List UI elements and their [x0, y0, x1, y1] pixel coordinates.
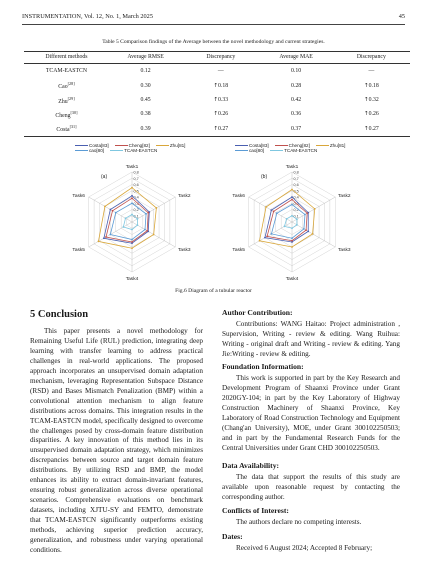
conflicts-text: The authors declare no competing interests. — [236, 518, 362, 526]
method-name: Costa — [56, 127, 70, 134]
up-arrow-icon: ↑ — [363, 111, 369, 118]
author-contribution-heading: Author Contribution: — [222, 308, 293, 317]
conclusion-heading: 5 Conclusion — [30, 309, 89, 320]
axis-label: Task2 — [178, 194, 191, 199]
rmse-discrepancy-cell — [182, 78, 259, 92]
rmse-cell-value: 0.38 — [140, 111, 151, 118]
column-header: Discrepancy — [182, 52, 259, 64]
axis-label: Task4 — [285, 277, 299, 282]
data-point — [131, 195, 133, 197]
data-point — [104, 205, 106, 207]
running-header — [22, 13, 405, 22]
rmse-discrepancy-cell-value: 0.26 — [218, 111, 229, 118]
mae-cell-value: 0.42 — [291, 96, 302, 103]
data-point — [131, 197, 133, 199]
data-point — [137, 224, 139, 226]
data-point — [306, 212, 308, 214]
page-number: 45 — [398, 13, 405, 20]
legend-label: TCAM-EASTCN — [284, 148, 318, 153]
citation-ref: [30] — [70, 109, 78, 115]
data-point — [131, 229, 133, 231]
data-point — [145, 213, 147, 215]
method-cell — [24, 122, 109, 137]
method-name: Cao — [58, 84, 68, 91]
up-arrow-icon: ↑ — [213, 125, 219, 132]
axis-label: Task6 — [232, 194, 245, 199]
data-point — [265, 206, 267, 208]
up-arrow-icon: ↑ — [363, 125, 369, 132]
conclusion-paragraph: This paper presents a novel methodology for Remaining Useful Life (RUL) prediction, integrating deep learning with transfer learning to address practical challenges in real-world applications. The proposed approach incorporates an unsupervised domain adaptation mechanism, leveraging Representation Subspace Distance (RSD) and Bases Mismatch Penalization (BMP) within a convolutional attention mechanism to align feature distributions across domains. This integration results in the TCAM-EASTCN model, specifically designed to overcome the challenges posed by cross-domain feature distribution disparities. A key innovation of this method lies in its unsupervised domain adaptation strategy, which minimizes discrepancies between source and target domain feature distributions. By utilizing RSD and BMP, the model enhances its ability to extract domain-invariant features, ensuring robust generalization across diverse operational scenarios. Comprehensive evaluations on benchmark datasets, including XJTU-SY and FEMTO, demonstrate that TCAM-EASTCN significantly outperforms existing methods, achieving superior prediction accuracy, generalization, and robustness under varying operational conditions. — [30, 327, 203, 554]
up-arrow-icon: ↑ — [213, 96, 219, 103]
citation-ref: [31] — [69, 124, 77, 130]
foundation-text: This work is supported in part by the Key Research and Development Program of Shaanxi Province under Grant 2020GY-104; in part by the Key Laboratory of Highway Construction Machinery of Shaanxi Province, Key Laboratory of Road Construction Technology and Equipment (Chang'an University), MOE, under Grant 300102250503; and in part by the Fundamental Research Funds for the Central Universities under Grant CHD 300102250503. — [222, 374, 400, 452]
table-header-row — [24, 52, 410, 64]
rmse-discrepancy-cell — [182, 122, 259, 137]
data-point — [103, 237, 105, 239]
tick-label: 0.3 — [133, 201, 139, 206]
column-header: Different methods — [24, 52, 109, 64]
rmse-cell-value: 0.45 — [140, 96, 151, 103]
tick-label: 0.5 — [293, 189, 299, 194]
rmse-discrepancy-cell-value: — — [217, 68, 224, 75]
journal-name: INSTRUMENTATION, Vol. 12, No. 1, March 2025 — [22, 13, 153, 20]
mae-discrepancy-cell-value: 0.18 — [368, 82, 379, 89]
axis-label: Task4 — [125, 277, 139, 282]
mae-discrepancy-cell-value: 0.26 — [368, 111, 379, 118]
axis-label: Task1 — [285, 165, 299, 170]
legend-label: cao[80] — [249, 148, 265, 153]
legend-item — [156, 143, 186, 148]
rmse-cell-value: 0.39 — [140, 125, 151, 132]
data-point — [153, 234, 155, 236]
table-row — [24, 78, 410, 92]
tick-label: 0.4 — [133, 195, 139, 200]
data-point — [291, 189, 293, 191]
citation-ref: [28] — [67, 81, 75, 87]
rmse-cell — [109, 122, 182, 137]
tick-label: 0.6 — [293, 183, 299, 187]
legend-swatch — [275, 145, 288, 146]
tick-label: 0.3 — [293, 201, 299, 206]
rmse-cell — [109, 78, 182, 92]
mae-cell — [259, 93, 332, 107]
data-availability-text: The data that support the results of this study are available upon reasonable request by contacting the corresponding author. — [222, 473, 400, 501]
legend-swatch — [110, 150, 123, 151]
data-point — [305, 229, 307, 231]
method-cell — [24, 107, 109, 121]
mae-cell — [259, 78, 332, 92]
method-name: Zhu — [58, 98, 68, 105]
table-row — [24, 107, 410, 121]
method-cell — [24, 93, 109, 107]
legend-label: Zhu[81] — [329, 143, 346, 148]
data-point — [314, 208, 316, 210]
axis-label: Task1 — [125, 165, 139, 170]
data-point — [105, 236, 107, 238]
mae-cell-value: 0.10 — [291, 68, 302, 75]
data-point — [115, 212, 117, 214]
data-point — [131, 214, 133, 216]
tick-label: 0.4 — [293, 195, 299, 200]
data-point — [271, 209, 273, 211]
legend-swatch — [75, 150, 88, 151]
legend-swatch — [156, 145, 169, 146]
data-point — [131, 247, 133, 249]
legend-item — [75, 148, 104, 153]
rmse-discrepancy-cell — [182, 107, 259, 121]
mae-discrepancy-cell — [333, 107, 410, 121]
data-point — [296, 224, 298, 226]
tick-label: 0.1 — [293, 214, 299, 219]
method-cell — [24, 78, 109, 92]
data-point — [291, 215, 293, 217]
mae-discrepancy-cell-value: 0.27 — [368, 125, 379, 132]
data-point — [312, 233, 314, 235]
legend-label: Zhu[81] — [169, 143, 186, 148]
data-point — [131, 239, 133, 241]
method-name: Cheng — [55, 112, 71, 119]
tick-label: 0.6 — [133, 183, 139, 187]
legend-label: Costa[83] — [89, 143, 109, 148]
rmse-discrepancy-cell-value: 0.33 — [218, 96, 229, 103]
legend-b — [235, 143, 351, 153]
data-point — [131, 202, 133, 204]
panel-label: (a) — [101, 174, 108, 180]
legend-label: Cheng[82] — [128, 143, 150, 148]
legend-swatch — [235, 145, 248, 146]
legend-swatch — [115, 145, 128, 146]
data-point — [98, 240, 100, 242]
legend-swatch — [235, 150, 248, 151]
data-availability-heading: Data Availability: — [222, 461, 280, 470]
tick-label: 0.7 — [133, 176, 139, 181]
data-point — [147, 212, 149, 214]
axis-label: Task5 — [232, 248, 245, 253]
mae-discrepancy-cell-value: 0.32 — [368, 96, 379, 103]
series-line — [284, 216, 296, 229]
dates-text: Received 6 August 2024; Accepted 8 February; — [236, 544, 373, 552]
axis-label: Task3 — [338, 248, 351, 253]
legend-swatch — [270, 150, 283, 151]
column-header: Discrepancy — [333, 52, 410, 64]
legend-label: Costa[83] — [249, 143, 269, 148]
data-point — [109, 234, 111, 236]
rmse-discrepancy-cell — [182, 93, 259, 107]
data-point — [307, 230, 309, 232]
header-rule — [22, 24, 405, 25]
data-point — [125, 217, 127, 219]
mae-discrepancy-cell — [333, 93, 410, 107]
up-arrow-icon: ↑ — [363, 82, 369, 89]
mae-cell-value: 0.28 — [291, 82, 302, 89]
method-cell — [24, 64, 109, 79]
table-row — [24, 93, 410, 107]
mae-discrepancy-cell — [333, 78, 410, 92]
rmse-discrepancy-cell-value: 0.18 — [218, 82, 229, 89]
axis-label: Task3 — [178, 248, 191, 253]
up-arrow-icon: ↑ — [213, 111, 219, 118]
legend-item — [270, 148, 317, 153]
rmse-cell — [109, 93, 182, 107]
tick-label: 0.8 — [293, 170, 299, 175]
axis-label: Task5 — [72, 248, 85, 253]
legend-label: cao[80] — [89, 148, 105, 153]
radar-chart-a — [65, 156, 200, 284]
data-point — [276, 212, 278, 214]
data-point — [112, 210, 114, 212]
rmse-discrepancy-cell — [182, 64, 259, 79]
data-point — [291, 199, 293, 201]
mae-discrepancy-cell — [333, 122, 410, 137]
mae-cell-value: 0.37 — [291, 125, 302, 132]
column-header: Average RMSE — [109, 52, 182, 64]
legend-label: TCAM-EASTCN — [124, 148, 158, 153]
table-row — [24, 64, 410, 79]
table-row — [24, 122, 410, 137]
data-point — [266, 235, 268, 237]
data-point — [304, 214, 306, 216]
mae-cell — [259, 107, 332, 121]
data-point — [155, 207, 157, 209]
data-point — [284, 225, 286, 227]
rmse-cell-value: 0.12 — [140, 68, 151, 75]
legend-label: Cheng[82] — [288, 143, 310, 148]
table-caption: Table 5 Comparison findings of the Average between the novel methodology and current strategies. — [102, 39, 325, 45]
data-point — [259, 240, 261, 242]
data-point — [273, 210, 275, 212]
data-point — [303, 228, 305, 230]
data-point — [291, 237, 293, 239]
rmse-discrepancy-cell-value: 0.27 — [218, 125, 229, 132]
tick-label: 0.1 — [133, 214, 139, 219]
data-point — [137, 218, 139, 220]
comparison-table — [24, 51, 410, 137]
axis-label: Task6 — [72, 194, 85, 199]
tick-label: 0.7 — [293, 176, 299, 181]
rmse-cell-value: 0.30 — [140, 82, 151, 89]
legend-swatch — [316, 145, 329, 146]
rmse-cell — [109, 107, 182, 121]
data-point — [264, 237, 266, 239]
legend-swatch — [75, 145, 88, 146]
legend-item — [235, 148, 264, 153]
up-arrow-icon: ↑ — [363, 96, 369, 103]
panel-label: (b) — [261, 174, 268, 180]
column-header: Average MAE — [259, 52, 332, 64]
radar-chart-b — [225, 156, 360, 284]
foundation-heading: Foundation Information: — [222, 362, 304, 371]
up-arrow-icon: ↑ — [213, 82, 219, 89]
data-point — [131, 241, 133, 243]
legend-item — [110, 148, 157, 153]
data-point — [291, 246, 293, 248]
mae-cell — [259, 122, 332, 137]
tick-label: 0.2 — [133, 208, 139, 212]
mae-discrepancy-cell-value: — — [368, 68, 375, 75]
mae-cell-value: 0.36 — [291, 111, 302, 118]
data-point — [291, 227, 293, 229]
data-point — [286, 218, 288, 220]
rmse-cell — [109, 64, 182, 79]
data-point — [291, 240, 293, 242]
data-point — [131, 187, 133, 189]
mae-cell — [259, 64, 332, 79]
axis-label: Task2 — [338, 194, 351, 199]
conflicts-heading: Conflicts of Interest: — [222, 506, 289, 515]
tick-label: 0.8 — [133, 170, 139, 175]
data-point — [291, 204, 293, 206]
tick-label: 0.5 — [133, 189, 139, 194]
data-point — [144, 229, 146, 231]
data-point — [296, 218, 298, 220]
citation-ref: [29] — [67, 95, 75, 101]
method-name: TCAM-EASTCN — [45, 68, 88, 75]
data-point — [122, 226, 124, 228]
data-point — [109, 209, 111, 211]
dates-heading: Dates: — [222, 532, 243, 541]
legend-item — [316, 143, 346, 148]
figure-caption: Fig.6 Diagram of a tubular reactor — [175, 288, 252, 294]
author-contribution-text: Contributions: WANG Haitao: Project administration , Supervision, Writing - review & editing. Wang Ruihua: Writing - original draft and Writing - review & editing. Yang Jie:Writing - review & editing. — [222, 320, 400, 358]
data-point — [271, 233, 273, 235]
data-point — [291, 196, 293, 198]
legend-a — [75, 143, 191, 153]
data-point — [146, 230, 148, 232]
tick-label: 0.2 — [293, 208, 299, 212]
mae-discrepancy-cell — [333, 64, 410, 79]
